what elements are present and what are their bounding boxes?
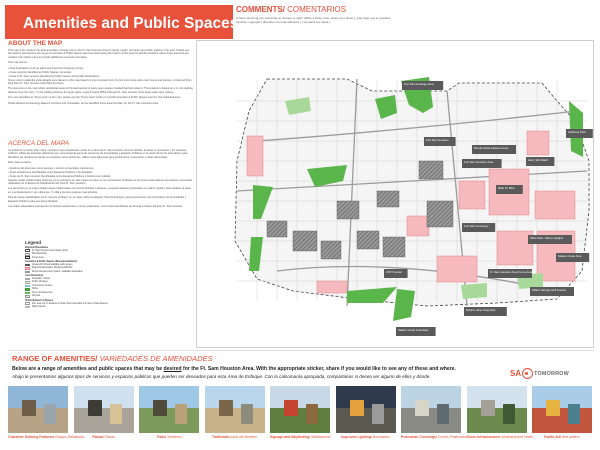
map-label <box>424 137 456 146</box>
map-label-text: Salado Creek Area <box>558 254 582 258</box>
map-label-text: Ft. Sam Houston Area Focus Area <box>490 270 533 274</box>
amenity-photo-strip <box>8 386 594 444</box>
amenity-card <box>139 386 199 444</box>
legend-swatch <box>25 253 30 256</box>
map-label <box>530 287 574 296</box>
legend-swatch <box>25 256 30 259</box>
acerca-section <box>8 140 193 210</box>
amenity-caption <box>139 435 199 439</box>
comments-body: Is there anything you would like to change or add? (Write a sticky note, share your ideas.) ¿Hay algo que le gustaría cambiar o agregar? (Escriba una nota adhesiva y comparta sus ideas.) <box>236 16 391 24</box>
map-label <box>402 81 443 90</box>
legend-swatch <box>25 292 30 295</box>
logo-sa: SA <box>510 369 522 378</box>
amenity-label-en: Improved Lighting/ <box>341 435 372 439</box>
map-label-text: Main St. Blvd <box>498 186 515 190</box>
amenity-label-en: Character Defining Features/ <box>8 435 55 439</box>
amenity-card <box>401 386 467 444</box>
legend-item-label: Fort area 1/4 mi distance to Park; Recommended 1/2 mile to Park distance <box>32 302 108 305</box>
legend-swatch <box>25 281 30 284</box>
legend-item-label: Hospitals / Clinics <box>32 277 51 280</box>
legend-item-label: Regional Destination Shopping Districts <box>32 267 73 270</box>
map-label <box>556 253 589 262</box>
amenity-label-en: Plazas/ <box>92 435 104 439</box>
legend-group-title: Public Network of Spaces <box>25 299 54 302</box>
legend-item-label: Recommended open space / walkable destination <box>32 270 83 273</box>
acerca-title: ACERCA DEL MAPA <box>8 140 69 147</box>
amenity-label-es: Arte público <box>561 435 580 439</box>
about-paragraph: This map shows: <box>8 61 28 65</box>
amenity-caption <box>466 435 533 439</box>
amenity-photo <box>467 386 527 433</box>
map-canvas <box>197 41 593 347</box>
amenity-card <box>270 386 330 444</box>
about-bullet: • Area destinations such as parks and important shopping centers <box>8 66 84 70</box>
amenity-label-es: Señalización <box>310 435 331 439</box>
about-paragraph: The elements on the map reflect residential areas with limited access to parks open spaces (marked hatched pattern). This analysis is based on a ¼ mile walking distance from the entry, ½ mile walking distance for larger parks. Legend marks JBSA-FSH and Ft. Sam Houston show large-scale open spaces. <box>8 87 193 94</box>
area-map <box>196 40 594 348</box>
acerca-paragraph: Los elementos en el mapa reflejan áreas residenciales con acceso limitado a parques y espacios abiertos (marcadas con patrón rayado). Este análisis se basa en una distancia de ¼ de milla a pie, ½ milla a pie para parques más grandes. <box>8 187 191 194</box>
legend-groups <box>25 247 108 309</box>
amenity-photo <box>532 386 592 433</box>
about-title: ABOUT THE MAP <box>8 40 63 47</box>
amenity-label-es: Plazas <box>103 435 115 439</box>
comments-section <box>236 5 394 37</box>
amenity-photo <box>139 386 199 433</box>
map-label <box>384 269 408 278</box>
about-paragraph: Some recent residential visits already were placed on this map based on input received from the first community-wide open house and surveys, conducted (from Rick Ikes) Ft. Sam Houston Area Planning Team. <box>8 78 192 86</box>
map-label <box>462 159 502 168</box>
legend-swatch <box>25 264 30 267</box>
section-divider <box>8 350 594 351</box>
map-label <box>528 235 572 244</box>
amenity-caption <box>8 435 85 439</box>
legend-item <box>25 295 105 299</box>
logo-tomorrow: TOMORROW <box>534 370 569 377</box>
about-bullet: • Areas currently identified as Public Spaces, Amenities <box>8 70 72 74</box>
amenity-card <box>8 386 85 444</box>
legend-swatch <box>25 288 30 291</box>
map-label <box>462 223 495 232</box>
legend-swatch <box>25 306 30 309</box>
acerca-paragraph: Le invitamos a revisar este mapa, muestra lo que actualmente existe en el área de Ft. Sam Houston para las familias, la salud, la recreación y los espacios públicos. Utilice las etiquetas adhesivas que representan la gama de elementos de Amenidades y Espacios Públicos en la parte inferior de este tablero para identificar las ubicaciones donde se necesitan estos elementos. Utilice notas adhesivas para proporcionar comentarios e ideas adicionales. <box>8 149 188 159</box>
amenity-label-es: Cruces Peatonales <box>436 435 467 439</box>
map-label-text: Martin Luther King Park <box>466 308 496 312</box>
legend-item-label: Plan Boundary <box>32 253 48 256</box>
acerca-bullets <box>8 167 193 178</box>
legend-item-label: Areas with limited walkable park access <box>32 263 73 266</box>
comments-title <box>236 5 394 14</box>
map-label-text: Salado Creek Greenway <box>398 328 429 332</box>
acerca-bullet: • Áreas de Ft. Sam Houston identificadas como Espacios Públicos y Destinos de Calidad <box>8 174 111 178</box>
range-description-es: Abajo le presentamos algunos tipos de servicios y espacios públicos que pueden ser deseados para esta Área de Enfoque. Con la calcomanía apropiada, compártanos si desea ver alguno de ellos y dónde. <box>12 374 431 379</box>
map-label <box>464 307 507 316</box>
amenity-photo <box>401 386 461 433</box>
map-legend <box>25 240 108 309</box>
amenity-photo <box>8 386 68 433</box>
legend-item-label: Focus Area <box>32 256 44 259</box>
map-label-text: Witte Park / Alamo Heights <box>530 236 564 240</box>
about-paragraph: Nodes labeled representing adjacent corridors and crosswalks, as the identified focus area boundary for the Ft. Sam Houston Area. <box>8 101 159 105</box>
acerca-paragraph: Este mapa muestra: <box>8 161 32 165</box>
legend-item <box>25 305 105 309</box>
amenity-caption <box>205 435 265 439</box>
amenity-caption <box>401 435 467 439</box>
acerca-bullet: • Destinos del área tales como parques y centros comerciales importantes <box>8 166 94 170</box>
range-title-en: RANGE OF AMENITIES/ <box>12 354 98 363</box>
legend-group-title: Regional Boundaries <box>25 247 48 249</box>
legend-item-label: Ft. Sam Houston Area Study Limits <box>32 249 68 252</box>
legend-item-label: Schools <box>32 295 41 298</box>
amenity-label-en: Trailheads/ <box>211 435 230 439</box>
header-bar <box>5 5 239 39</box>
amenity-label-es: Iluminación <box>371 435 390 439</box>
range-text-pre: Below are a range of amenities and public spaces that may be <box>12 366 164 372</box>
page-title: Amenities and Public Spaces <box>23 15 239 32</box>
legend-swatch <box>25 278 30 281</box>
map-label <box>526 157 554 166</box>
acerca-paragraph: Algunas visitas residenciales recientes ya se colocaron en este mapa con base en los comentarios recibidos en la primera casa abierta comunitaria y encuestas realizadas por el Equipo de Planificación del Área Ft. Sam Houston. <box>8 178 192 186</box>
legend-swatch <box>25 302 30 305</box>
amenity-label-en: Green Infrastructure/ <box>466 435 501 439</box>
map-label-text: Fort Sam Cemetery <box>464 224 489 228</box>
amenity-photo <box>336 386 396 433</box>
amenity-caption <box>270 435 330 439</box>
amenity-label-es: Rasgos Definitorios <box>54 435 85 439</box>
map-label-text: Harry Wurzbach <box>528 158 549 162</box>
amenity-label-en: Signage and Wayfinding/ <box>270 435 311 439</box>
map-label-text: Willow Springs Golf Course <box>532 288 567 292</box>
sa-tomorrow-logo <box>510 368 569 379</box>
legend-item-label: Public Libraries <box>32 281 48 284</box>
amenity-card <box>336 386 396 444</box>
map-label <box>566 129 593 138</box>
about-bullet: • Areas of Ft. Sam Houston identified as Public spaces and Quality Destinations <box>8 74 100 78</box>
map-label-text: AT&T Center <box>386 270 403 274</box>
map-label <box>396 327 436 336</box>
legend-swatch <box>25 285 30 288</box>
amenity-caption <box>336 435 396 439</box>
map-label-text: Holbrook Park <box>568 130 586 134</box>
amenity-label-en: Pedestrian Crossings/ <box>401 435 437 439</box>
legend-item-label: Green Infrastructure <box>32 291 53 294</box>
acerca-paragraph: Para las áreas identificadas como "área de enfoque" en el mapa, utilice la etiqueta "Área de Enfoque" para proporcionar sus comentarios de Amenidades y Espacios Públicos para esa área individual. <box>8 196 187 203</box>
amenity-photo <box>74 386 134 433</box>
acerca-bullet: • Áreas actualmente identificadas como Espacios Públicos y Amenidades <box>8 170 93 174</box>
comments-title-es: COMENTARIOS <box>284 5 347 14</box>
amenity-card <box>205 386 265 444</box>
legend-item <box>25 256 105 260</box>
amenity-caption <box>532 435 592 439</box>
amenity-label-es: Infraestructura Verde <box>500 435 533 439</box>
map-label-text: Fort Sam Heritage Area <box>404 82 434 86</box>
amenity-photo <box>270 386 330 433</box>
legend-swatch <box>25 249 30 252</box>
map-label-text: Fort Sam Houston <box>426 138 449 142</box>
logo-circle-icon <box>522 368 533 379</box>
map-label <box>496 185 523 194</box>
amenity-photo <box>205 386 265 433</box>
acerca-paragraph: Los nodos etiquetados representan corredores adyacentes y cruces peatonales, como límite identificado del área de enfoque del área Ft. Sam Houston. <box>8 205 183 209</box>
legend-swatch <box>25 271 30 274</box>
legend-swatch <box>25 267 30 270</box>
amenity-card <box>532 386 592 444</box>
legend-item-label: Community Centers <box>32 284 53 287</box>
legend-item-label: Major Streets <box>32 306 46 309</box>
amenity-caption <box>74 435 134 439</box>
amenity-card <box>74 386 134 444</box>
map-label <box>472 145 516 154</box>
about-paragraph: For more identified as "focus area" on the map, please use the "Focus Area" sticker to provide Amenities & Public Spaces input for that individual area. <box>8 96 181 100</box>
map-base-layer <box>235 77 589 321</box>
amenity-label-en: Public Art/ <box>544 435 562 439</box>
range-text-post: for the Ft. Sam Houston Area. With the appropriate sticker, share if you would like to see any of these and where. <box>181 366 456 372</box>
legend-group-title: Amenities & Public Spaces (Recommendations) <box>25 261 78 264</box>
about-paragraph: This map is the window into what amenities currently exist in the Ft. Sam Houston Area for family, health, recreation and public spaces in the area. Please use the stickers representing the range of Amenities & Public Spaces elements listed along the bottom of this board to identify locations where these elements are needed. Use sticker notes to provide additional comments and ideas. <box>8 49 190 59</box>
legend-item <box>25 270 105 274</box>
amenity-label-en: Trails/ <box>156 435 167 439</box>
amenity-label-es: Senderos <box>166 435 182 439</box>
legend-swatch <box>25 295 30 298</box>
range-title <box>12 354 213 363</box>
map-label <box>488 269 533 278</box>
map-label-text: Brooks Road Adjacent Area <box>474 146 509 150</box>
about-section <box>8 40 193 107</box>
range-description-en <box>12 366 456 372</box>
amenity-card <box>466 386 533 444</box>
map-label-text: Fort Sam Houston Area <box>464 160 494 164</box>
legend-group-title: Land Ownership <box>25 275 43 278</box>
comments-title-en: COMMENTS/ <box>236 5 285 14</box>
about-bullets <box>8 67 193 78</box>
range-text-underlined: desired <box>163 366 182 372</box>
amenity-label-es: Inicio de Sendero <box>229 435 258 439</box>
range-title-es: VARIEDADES DE AMENIDADES <box>97 354 213 363</box>
legend-item-label: Parks <box>32 288 38 291</box>
legend-title: Legend <box>25 240 42 245</box>
